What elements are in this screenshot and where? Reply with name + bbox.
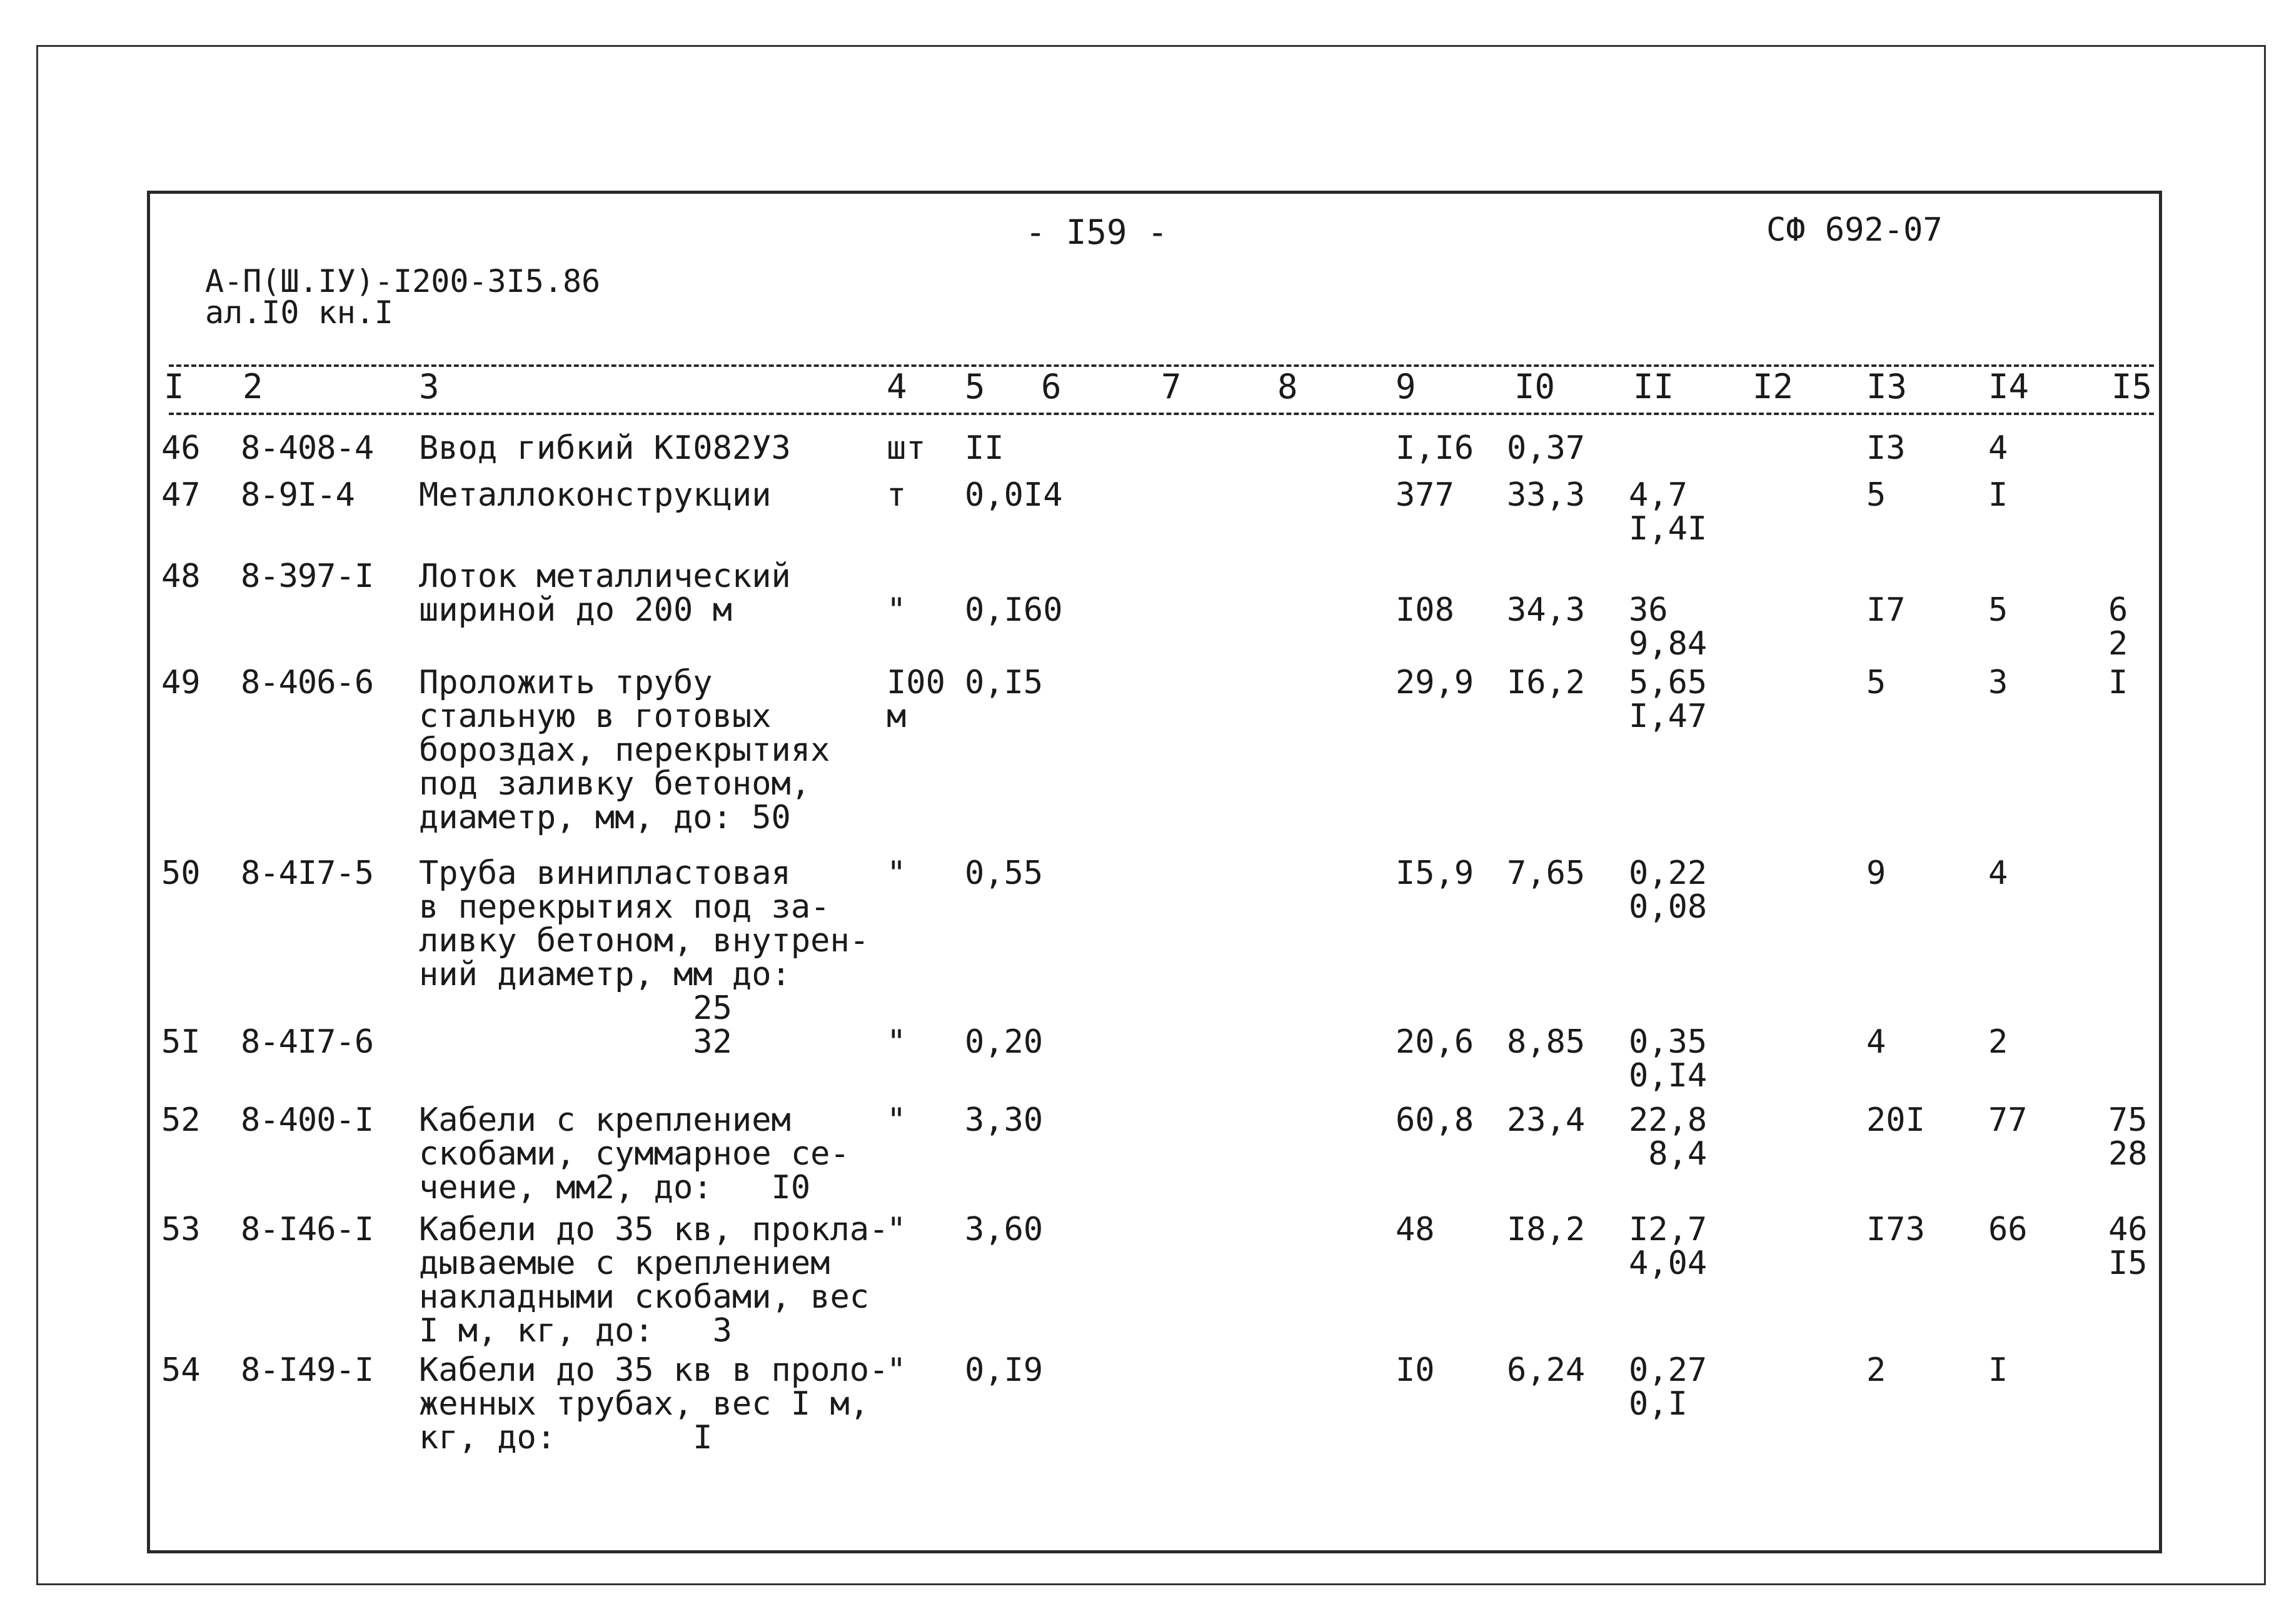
work-description: 25 <box>419 990 732 1027</box>
column-10-value: 23,4 <box>1507 1101 1586 1139</box>
unit-of-measure: " <box>887 1351 907 1389</box>
column-number: I3 <box>1866 367 1908 406</box>
quantity: 0,I9 <box>965 1351 1044 1389</box>
quantity: 0,55 <box>965 855 1044 892</box>
column-13-value: I3 <box>1866 429 1906 467</box>
row-number: 50 <box>161 855 201 892</box>
column-13-value: 2 <box>1866 1351 1886 1389</box>
column-10-value: 33,3 <box>1507 476 1586 514</box>
work-description: шириной до 200 м <box>419 591 732 629</box>
column-13-value: I7 <box>1866 591 1906 629</box>
row-number: 54 <box>161 1351 201 1389</box>
column-number: 4 <box>887 367 907 406</box>
work-description: Кабели до 35 кв, прокла- <box>419 1211 889 1248</box>
header-rule-bottom <box>169 413 2154 415</box>
work-description: в перекрытиях под за- <box>419 888 830 926</box>
work-description: Кабели до 35 кв в проло- <box>419 1351 889 1389</box>
column-15-value: 2 <box>2108 625 2128 663</box>
column-14-value: I <box>1988 1351 2008 1389</box>
quantity: 3,30 <box>965 1101 1044 1139</box>
column-15-value: 6 <box>2108 591 2128 629</box>
unit-of-measure: " <box>887 1023 907 1061</box>
work-description: под заливку бетоном, <box>419 765 811 803</box>
work-description: ний диаметр, мм до: <box>419 956 791 993</box>
column-14-value: I <box>1988 476 2008 514</box>
column-9-value: 377 <box>1396 476 1454 514</box>
column-9-value: I5,9 <box>1396 855 1474 892</box>
column-14-value: 4 <box>1988 429 2008 467</box>
unit-of-measure: I00 <box>887 664 945 701</box>
work-description: Проложить трубу <box>419 664 713 701</box>
album-reference: ал.I0 кн.I <box>205 294 394 331</box>
column-13-value: 4 <box>1866 1023 1886 1061</box>
column-11-value: I,4I <box>1629 510 1708 548</box>
column-15-value: 28 <box>2108 1135 2148 1173</box>
column-11-value: 0,35 <box>1629 1023 1708 1061</box>
price-code: 8-4I7-5 <box>241 855 374 892</box>
column-11-value: 9,84 <box>1629 625 1708 663</box>
column-9-value: I08 <box>1396 591 1454 629</box>
work-description: диаметр, мм, до: 50 <box>419 799 791 836</box>
column-14-value: 3 <box>1988 664 2008 701</box>
column-9-value: 20,6 <box>1396 1023 1474 1061</box>
series-code: СФ 692-07 <box>1766 211 1943 249</box>
quantity: 3,60 <box>965 1211 1044 1248</box>
work-description: I м, кг, до: 3 <box>419 1312 732 1350</box>
unit-of-measure: " <box>887 855 907 892</box>
row-number: 52 <box>161 1101 201 1139</box>
column-11-value: 4,04 <box>1629 1245 1708 1282</box>
column-13-value: I73 <box>1866 1211 1925 1248</box>
column-15-value: I <box>2108 664 2128 701</box>
work-description: Металлоконструкции <box>419 476 772 514</box>
column-11-value: 4,7 <box>1629 476 1688 514</box>
column-9-value: 48 <box>1396 1211 1435 1248</box>
work-description: Ввод гибкий КI082УЗ <box>419 429 791 467</box>
quantity: 0,0I4 <box>965 476 1063 514</box>
column-11-value: I2,7 <box>1629 1211 1708 1248</box>
column-11-value: I,47 <box>1629 698 1708 735</box>
work-description: 32 <box>419 1023 732 1061</box>
price-code: 8-408-4 <box>241 429 374 467</box>
unit-of-measure: шт <box>887 429 926 467</box>
work-description: ливку бетоном, внутрен- <box>419 922 870 960</box>
column-13-value: 5 <box>1866 476 1886 514</box>
price-code: 8-I49-I <box>241 1351 374 1389</box>
column-15-value: 46 <box>2108 1211 2148 1248</box>
work-description: Труба винипластовая <box>419 855 791 892</box>
unit-of-measure: " <box>887 591 907 629</box>
quantity: 0,I60 <box>965 591 1063 629</box>
column-11-value: 0,I4 <box>1629 1057 1708 1095</box>
column-10-value: 0,37 <box>1507 429 1586 467</box>
column-9-value: 60,8 <box>1396 1101 1474 1139</box>
row-number: 48 <box>161 558 201 595</box>
column-11-value: 0,27 <box>1629 1351 1708 1389</box>
column-number: I4 <box>1988 367 2030 406</box>
price-code: 8-4I7-6 <box>241 1023 374 1061</box>
column-number: I0 <box>1514 367 1556 406</box>
column-13-value: 5 <box>1866 664 1886 701</box>
column-14-value: 4 <box>1988 855 2008 892</box>
column-number: 3 <box>419 367 440 406</box>
work-description: дываемые с креплением <box>419 1245 830 1282</box>
document-code: А-П(Ш.IУ)-I200-3I5.86 <box>205 263 601 299</box>
work-description: скобами, суммарное се- <box>419 1135 850 1173</box>
column-13-value: 9 <box>1866 855 1886 892</box>
price-code: 8-400-I <box>241 1101 374 1139</box>
column-number: 9 <box>1396 367 1416 406</box>
column-10-value: 7,65 <box>1507 855 1586 892</box>
quantity: 0,I5 <box>965 664 1044 701</box>
price-code: 8-406-6 <box>241 664 374 701</box>
column-15-value: 75 <box>2108 1101 2148 1139</box>
column-11-value: 0,22 <box>1629 855 1708 892</box>
column-11-value: 0,08 <box>1629 888 1708 926</box>
column-number: 7 <box>1161 367 1182 406</box>
work-description: бороздах, перекрытиях <box>419 731 830 769</box>
column-number: 5 <box>965 367 985 406</box>
column-14-value: 2 <box>1988 1023 2008 1061</box>
column-10-value: 8,85 <box>1507 1023 1586 1061</box>
row-number: 47 <box>161 476 201 514</box>
column-10-value: I8,2 <box>1507 1211 1586 1248</box>
column-number: 6 <box>1041 367 1062 406</box>
column-11-value: 0,I <box>1629 1385 1688 1423</box>
column-11-value: 22,8 <box>1629 1101 1708 1139</box>
unit-of-measure: т <box>887 476 907 514</box>
quantity: 0,20 <box>965 1023 1044 1061</box>
column-10-value: 6,24 <box>1507 1351 1586 1389</box>
work-description: стальную в готовых <box>419 698 772 735</box>
price-code: 8-397-I <box>241 558 374 595</box>
column-14-value: 66 <box>1988 1211 2028 1248</box>
unit-of-measure: м <box>887 698 907 735</box>
column-10-value: I6,2 <box>1507 664 1586 701</box>
page-number: - I59 - <box>1025 213 1168 252</box>
work-description: Лоток металлический <box>419 558 791 595</box>
work-description: накладными скобами, вес <box>419 1278 870 1316</box>
unit-of-measure: " <box>887 1211 907 1248</box>
column-13-value: 20I <box>1866 1101 1925 1139</box>
price-code: 8-I46-I <box>241 1211 374 1248</box>
column-14-value: 77 <box>1988 1101 2028 1139</box>
work-description: женных трубах, вес I м, <box>419 1385 870 1423</box>
column-11-value: 36 <box>1629 591 1668 629</box>
column-number: I2 <box>1753 367 1794 406</box>
work-description: кг, до: I <box>419 1419 713 1456</box>
column-11-value: 8,4 <box>1629 1135 1708 1173</box>
column-14-value: 5 <box>1988 591 2008 629</box>
column-number: 2 <box>243 367 263 406</box>
row-number: 5I <box>161 1023 201 1061</box>
quantity: II <box>965 429 1004 467</box>
column-9-value: I0 <box>1396 1351 1435 1389</box>
column-number: I <box>164 367 184 406</box>
unit-of-measure: " <box>887 1101 907 1139</box>
column-9-value: I,I6 <box>1396 429 1474 467</box>
row-number: 46 <box>161 429 201 467</box>
column-9-value: 29,9 <box>1396 664 1474 701</box>
column-11-value: 5,65 <box>1629 664 1708 701</box>
work-description: чение, мм2, до: I0 <box>419 1169 811 1206</box>
price-code: 8-9I-4 <box>241 476 355 514</box>
column-number: II <box>1633 367 1674 406</box>
column-15-value: I5 <box>2108 1245 2148 1282</box>
column-number: I5 <box>2111 367 2153 406</box>
column-10-value: 34,3 <box>1507 591 1586 629</box>
row-number: 49 <box>161 664 201 701</box>
work-description: Кабели с креплением <box>419 1101 791 1139</box>
column-number: 8 <box>1277 367 1298 406</box>
row-number: 53 <box>161 1211 201 1248</box>
